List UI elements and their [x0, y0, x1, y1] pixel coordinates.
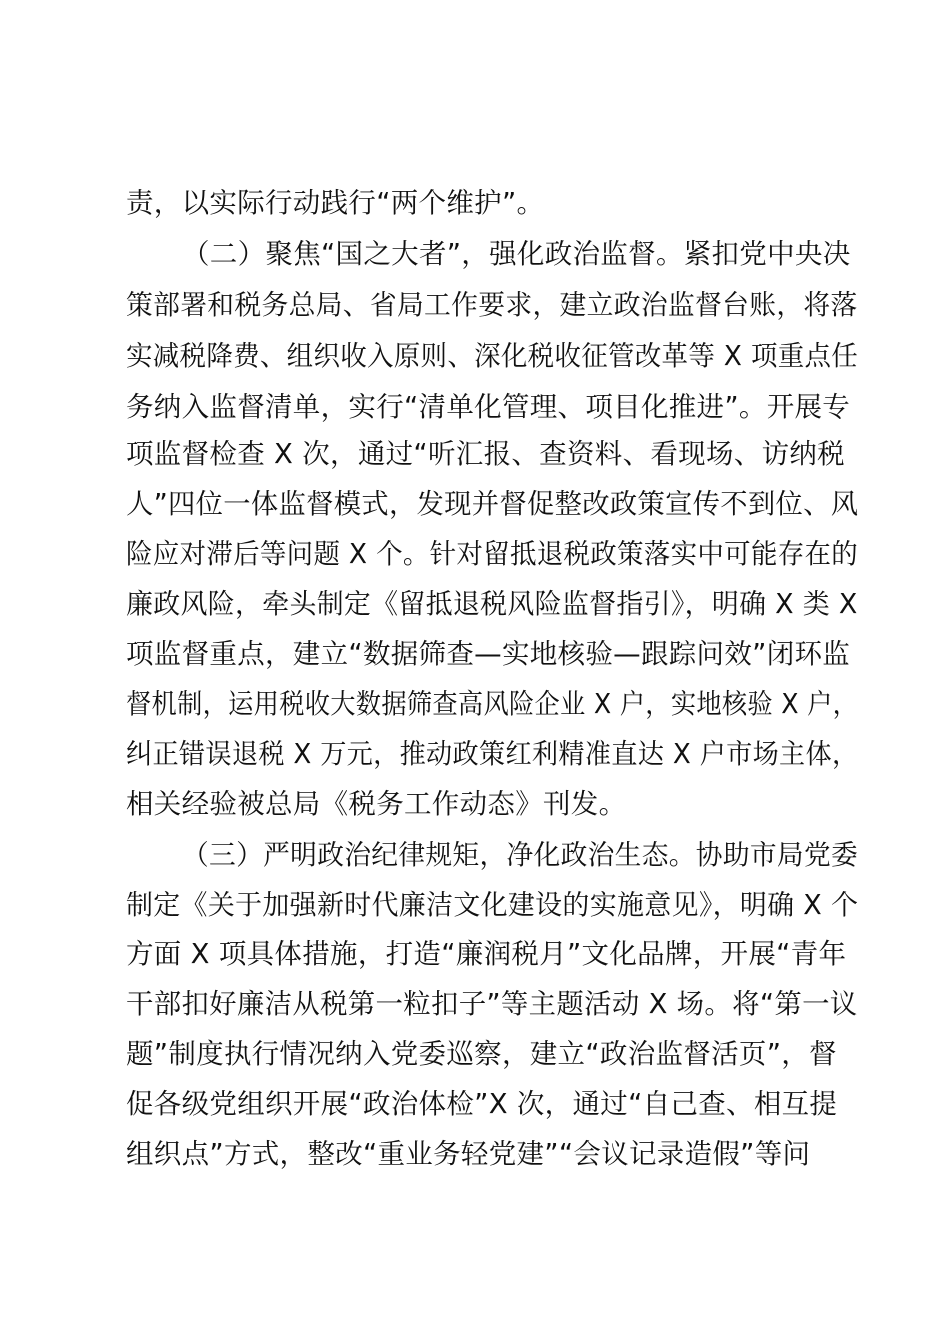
text-line: 责，以实际行动践行“两个维护”。 [126, 187, 545, 219]
text-line: （三）严明政治纪律规矩，净化政治生态。协助市局党委 [182, 839, 859, 871]
text-line: 险应对滞后等问题 X 个。针对留抵退税政策落实中可能存在的 [126, 538, 859, 570]
text-line: 相关经验被总局《税务工作动态》刊发。 [126, 788, 627, 820]
text-line: 促各级党组织开展“政治体检”X 次，通过“自己查、相互提 [126, 1088, 838, 1120]
text-line: 实减税降费、组织收入原则、深化税收征管改革等 X 项重点任 [126, 340, 859, 372]
text-line: 务纳入监督清单，实行“清单化管理、项目化推进”。开展专 [126, 391, 851, 423]
text-line: 题”制度执行情况纳入党委巡察，建立“政治监督活页”，督 [126, 1038, 837, 1070]
text-line: 干部扣好廉洁从税第一粒扣子”等主题活动 X 场。将“第一议 [126, 988, 858, 1020]
text-line: 纠正错误退税 X 万元，推动政策红利精准直达 X 户市场主体， [126, 738, 859, 770]
text-line: 人”四位一体监督模式，发现并督促整改政策宣传不到位、风 [126, 488, 859, 520]
text-line: 项监督重点，建立“数据筛查—实地核验—跟踪问效”闭环监 [126, 638, 851, 670]
text-line: （二）聚焦“国之大者”，强化政治监督。紧扣党中央决 [182, 238, 851, 270]
text-line: 策部署和税务总局、省局工作要求，建立政治监督台账，将落 [126, 289, 858, 321]
text-line: 组织点”方式，整改“重业务轻党建”“会议记录造假”等问 [126, 1138, 811, 1170]
text-line: 项监督检查 X 次，通过“听汇报、查资料、看现场、访纳税 [126, 438, 845, 470]
text-line: 廉政风险，牵头制定《留抵退税风险监督指引》，明确 X 类 X [126, 588, 858, 620]
text-line: 督机制，运用税收大数据筛查高风险企业 X 户，实地核验 X 户， [126, 688, 859, 720]
text-line: 方面 X 项具体措施，打造“廉润税月”文化品牌，开展“青年 [126, 938, 847, 970]
text-line: 制定《关于加强新时代廉洁文化建设的实施意见》，明确 X 个 [126, 889, 859, 921]
